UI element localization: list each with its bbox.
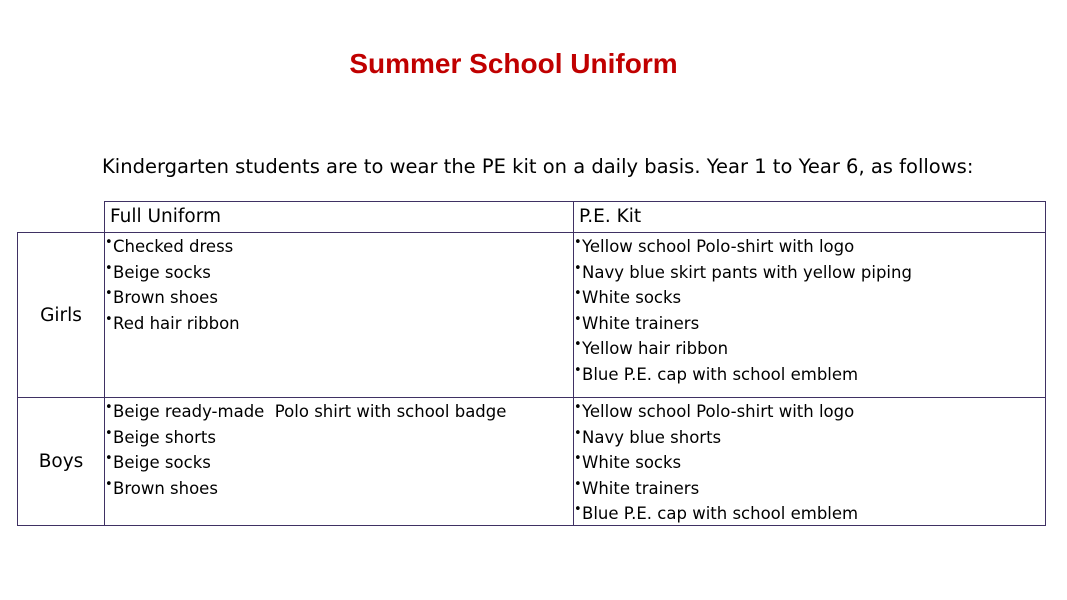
- row-label-girls: Girls: [40, 305, 82, 326]
- bullet-icon: •: [574, 260, 582, 276]
- list-item: • Beige ready-made Polo shirt with school badge: [105, 399, 506, 425]
- list-item: • Yellow school Polo-shirt with logo: [574, 399, 858, 425]
- bullet-icon: •: [105, 400, 113, 415]
- list-item: • White socks: [574, 285, 912, 311]
- list-item: • Beige shorts: [105, 425, 506, 451]
- header-pe-kit: P.E. Kit: [579, 206, 642, 227]
- girls-full-uniform-list: [105, 234, 240, 336]
- bullet-icon: •: [574, 451, 582, 466]
- bullet-icon: •: [574, 362, 582, 378]
- boys-full-uniform-list: [105, 399, 506, 501]
- list-item: • Brown shoes: [105, 476, 506, 502]
- bullet-icon: •: [105, 286, 113, 301]
- list-item: • White trainers: [574, 476, 858, 502]
- header-full-uniform: Full Uniform: [110, 206, 222, 227]
- list-item: • Checked dress: [105, 234, 240, 260]
- bullet-icon: •: [105, 235, 113, 250]
- bullet-icon: •: [574, 337, 582, 352]
- list-item: • White trainers: [574, 311, 912, 337]
- intro-text: Kindergarten students are to wear the PE kit on a daily basis. Year 1 to Year 6, as follows:: [102, 155, 974, 178]
- bullet-icon: •: [105, 451, 113, 466]
- boys-pe-kit-list: [574, 399, 858, 527]
- list-item: • Navy blue skirt pants with yellow piping: [574, 260, 912, 286]
- table-border-row-divider: [17, 397, 1046, 398]
- list-item: • Red hair ribbon: [105, 311, 240, 337]
- list-item: • Yellow school Polo-shirt with logo: [574, 234, 912, 260]
- table-border-header-bottom: [17, 232, 1046, 233]
- bullet-icon: •: [574, 235, 582, 250]
- list-item: • White socks: [574, 450, 858, 476]
- list-item: • Beige socks: [105, 260, 240, 286]
- list-item: • Blue P.E. cap with school emblem: [574, 501, 858, 527]
- bullet-icon: •: [105, 260, 113, 276]
- bullet-icon: •: [574, 476, 582, 492]
- page-title: Summer School Uniform: [349, 48, 678, 79]
- list-item: • Blue P.E. cap with school emblem: [574, 362, 912, 388]
- list-item: • Navy blue shorts: [574, 425, 858, 451]
- bullet-icon: •: [574, 311, 582, 327]
- table-border-right: [1045, 201, 1046, 526]
- bullet-icon: •: [105, 311, 113, 327]
- row-label-boys: Boys: [38, 451, 84, 472]
- girls-pe-kit-list: [574, 234, 912, 387]
- list-item: • Brown shoes: [105, 285, 240, 311]
- table-border-bottom: [17, 525, 1046, 526]
- bullet-icon: •: [105, 476, 113, 492]
- table-border-left: [17, 232, 18, 526]
- bullet-icon: •: [574, 502, 582, 517]
- table-border-top: [104, 201, 1046, 202]
- list-item: • Yellow hair ribbon: [574, 336, 912, 362]
- list-item: • Beige socks: [105, 450, 506, 476]
- bullet-icon: •: [574, 425, 582, 441]
- bullet-icon: •: [574, 400, 582, 415]
- bullet-icon: •: [574, 286, 582, 301]
- bullet-icon: •: [105, 425, 113, 441]
